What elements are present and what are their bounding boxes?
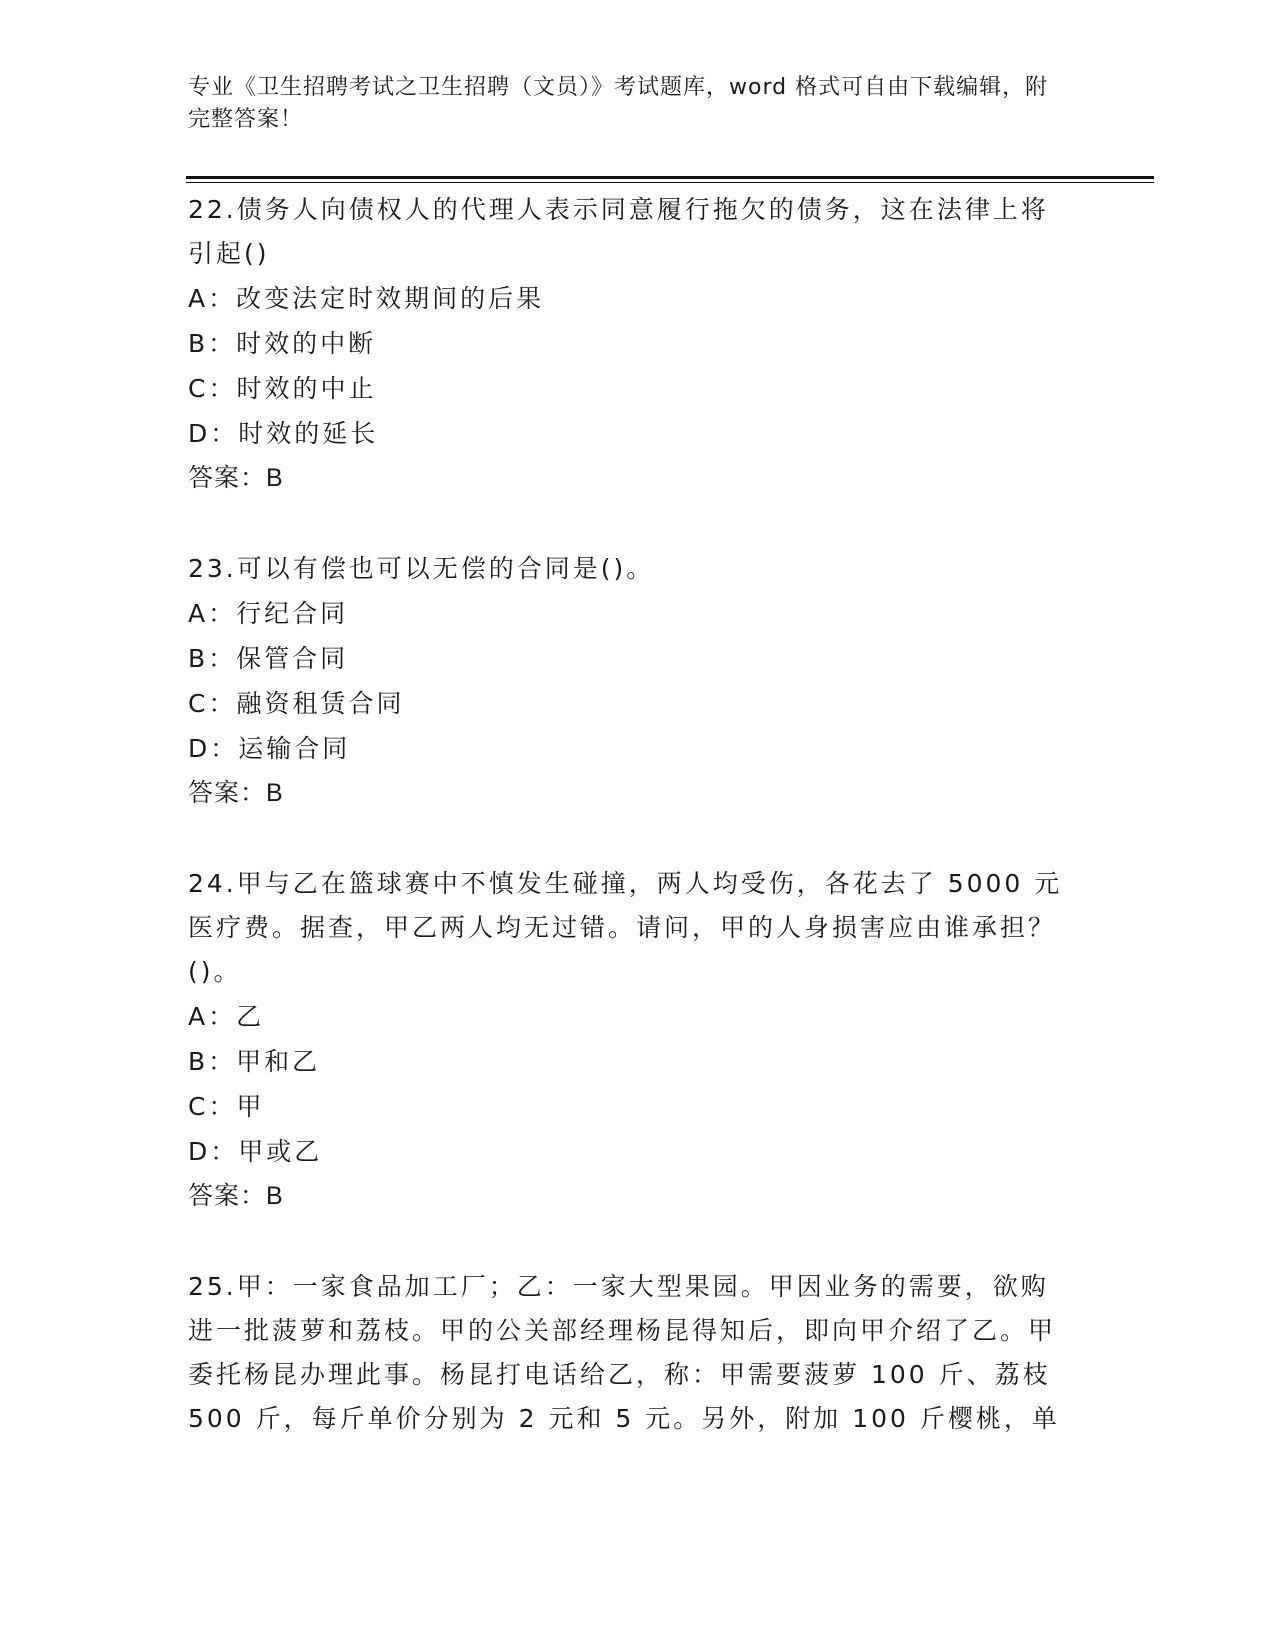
option-a: A：行纪合同 [188, 599, 349, 628]
option-c: C：融资租赁合同 [188, 689, 405, 718]
option-d: D：时效的延长 [188, 419, 379, 448]
question-22 [188, 188, 1068, 501]
question-24 [188, 862, 1068, 1219]
option-c: C：时效的中止 [188, 374, 377, 403]
option-a: A：乙 [188, 1002, 265, 1031]
answer-line: 答案：B [188, 779, 284, 807]
question-25 [188, 1265, 1068, 1441]
option-b: B：时效的中断 [188, 329, 377, 358]
question-text: 24.甲与乙在篮球赛中不慎发生碰撞，两人均受伤，各花去了 5000 元医疗费。据查，甲乙两人均无过错。请问，甲的人身损害应由谁承担？()。 [188, 869, 1063, 986]
question-text: 22.债务人向债权人的代理人表示同意履行拖欠的债务，这在法律上将引起() [188, 195, 1049, 268]
option-d: D：甲或乙 [188, 1137, 323, 1166]
option-b: B：甲和乙 [188, 1047, 321, 1076]
question-list [188, 188, 1068, 1487]
option-d: D：运输合同 [188, 734, 351, 763]
header-rule-thin [186, 182, 1154, 183]
answer-line: 答案：B [188, 1182, 284, 1210]
option-b: B：保管合同 [188, 644, 349, 673]
answer-line: 答案：B [188, 464, 284, 492]
header-rule-thick [186, 176, 1154, 179]
question-text: 25.甲：一家食品加工厂；乙：一家大型果园。甲因业务的需要，欲购进一批菠萝和荔枝。甲的公关部经理杨昆得知后，即向甲介绍了乙。甲委托杨昆办理此事。杨昆打电话给乙，称：甲需要菠萝 100 斤、荔枝 500 斤，每斤单价分别为 2 元和 5 元。另外，附加 100 斤樱桃，单 [188, 1272, 1060, 1433]
option-a: A：改变法定时效期间的后果 [188, 284, 545, 313]
question-23 [188, 547, 1068, 816]
question-text: 23.可以有偿也可以无偿的合同是()。 [188, 554, 655, 583]
document-header: 专业《卫生招聘考试之卫生招聘（文员）》考试题库，word 格式可自由下载编辑，附完整答案！ [188, 75, 1049, 132]
option-c: C：甲 [188, 1092, 265, 1121]
